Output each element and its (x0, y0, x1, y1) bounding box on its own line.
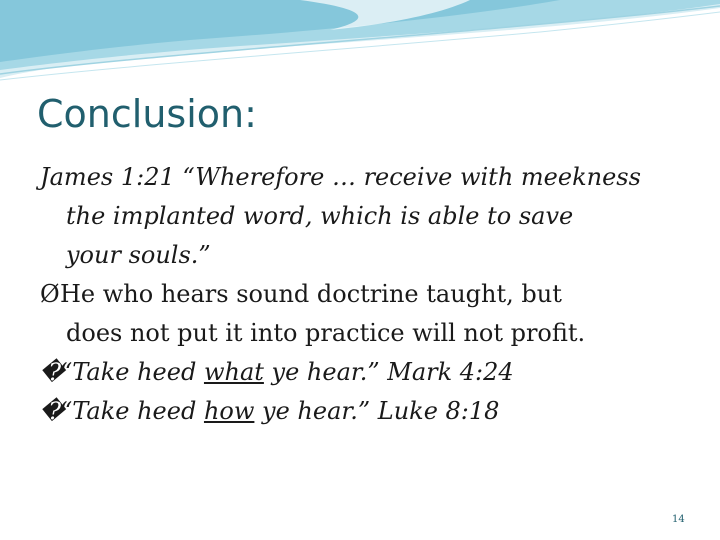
header-wave-decoration (0, 0, 720, 90)
point-text-1: He who hears sound doctrine taught, but (60, 280, 562, 308)
point-line-1 (40, 275, 700, 314)
reference-mark-emphasis: what (203, 358, 264, 386)
reference-mark-text-before: “Take heed (60, 358, 204, 386)
arrow-bullet-icon: Ø (40, 280, 60, 308)
slide-body (40, 158, 700, 431)
scripture-line-3: your souls.” (66, 241, 211, 269)
reference-luke-text-after: ye hear.” Luke 8:18 (254, 397, 500, 425)
missing-glyph-bullet-icon: � (40, 397, 65, 425)
reference-mark (40, 353, 700, 392)
reference-luke (40, 392, 700, 431)
scripture-line-1: James 1:21 “Wherefore … receive with meekness (40, 163, 641, 191)
scripture-line-2: the implanted word, which is able to save (66, 202, 574, 230)
page-number: 14 (672, 514, 685, 525)
point-line-2: does not put it into practice will not profit. (66, 319, 586, 347)
slide-title: Conclusion: (37, 92, 257, 136)
reference-mark-text-after: ye hear.” Mark 4:24 (263, 358, 514, 386)
reference-luke-text-before: “Take heed (60, 397, 204, 425)
missing-glyph-bullet-icon: � (40, 358, 65, 386)
reference-luke-emphasis: how (203, 397, 255, 425)
